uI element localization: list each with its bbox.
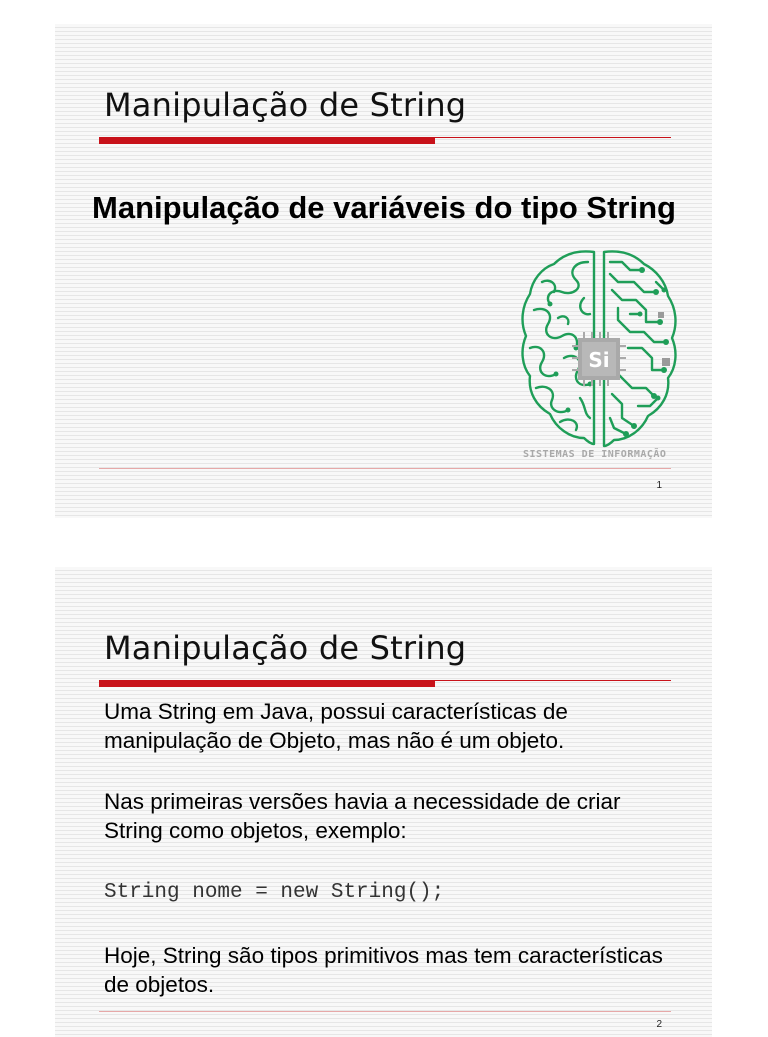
- paragraph-3: Hoje, String são tipos primitivos mas tem características de objetos.: [104, 943, 663, 998]
- paragraph-1: Uma String em Java, possui características de manipulação de Objeto, mas não é um objeto.: [104, 699, 568, 754]
- code-example: String nome = new String();: [104, 881, 445, 904]
- page-number: 2: [656, 1019, 662, 1030]
- page-number: 1: [656, 480, 662, 491]
- title-underline: [99, 679, 671, 687]
- slide-title: Manipulação de String: [104, 86, 467, 124]
- logo-chip-label: Si: [588, 348, 610, 372]
- footer-divider: [99, 1011, 671, 1012]
- slide-title: Manipulação de String: [104, 629, 467, 667]
- slide-subtitle: Manipulação de variáveis do tipo String: [92, 190, 676, 225]
- slide-2: [55, 567, 712, 1037]
- brain-circuit-icon: [518, 248, 680, 464]
- title-underline: [99, 136, 671, 144]
- footer-divider: [99, 468, 671, 469]
- logo-caption: SISTEMAS DE INFORMAÇÃO: [523, 449, 667, 460]
- slide-1: [55, 24, 712, 518]
- paragraph-2: Nas primeiras versões havia a necessidade de criar String como objetos, exemplo:: [104, 789, 621, 844]
